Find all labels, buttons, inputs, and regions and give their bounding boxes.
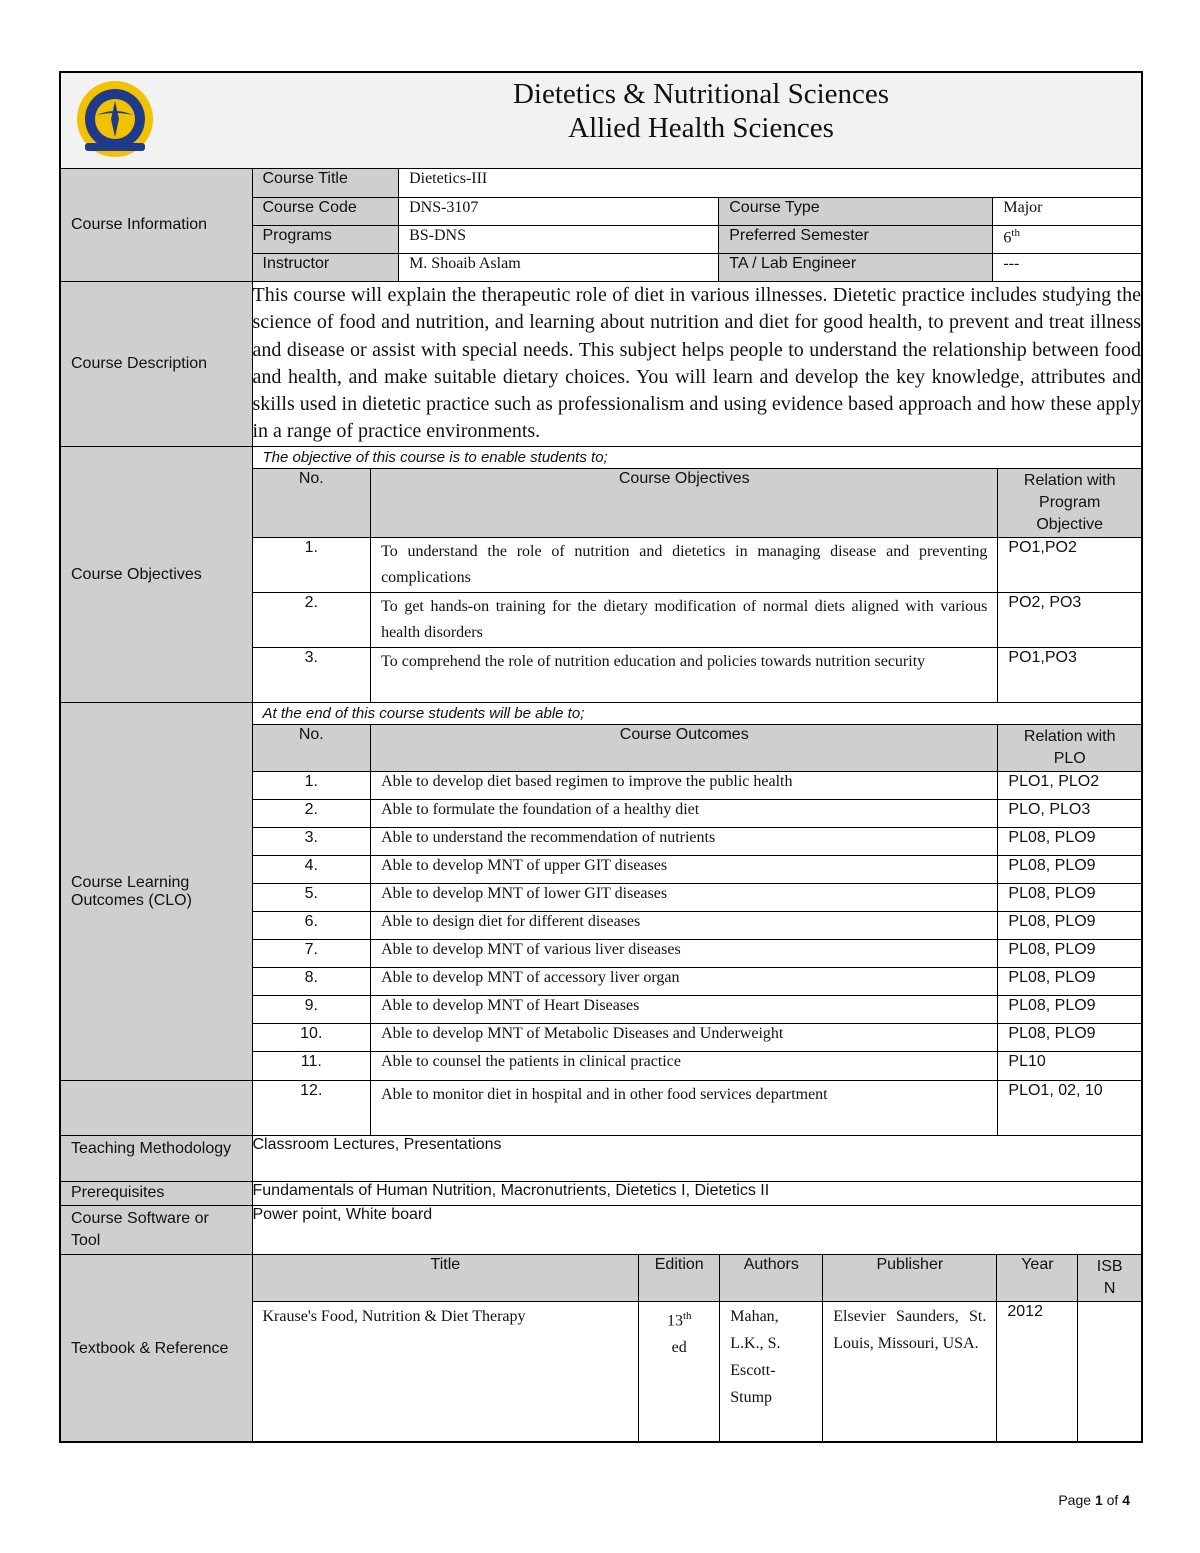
textbook-year: 2012 [997, 1301, 1078, 1441]
textbook-label: Textbook & Reference [60, 1254, 252, 1442]
preferred-semester-value: 6th [993, 225, 1141, 253]
textbook-edition-header: Edition [639, 1255, 720, 1302]
clo-label: Course Learning Outcomes (CLO) [60, 703, 252, 1081]
clo-table [253, 724, 1142, 1080]
course-software-value: Power point, White board [252, 1205, 1142, 1254]
faculty-title: Allied Health Sciences [568, 112, 834, 144]
clo-text: Able to develop diet based regimen to improve the public health [371, 772, 998, 800]
clo-intro: At the end of this course students will be able to; [262, 705, 585, 723]
textbook-publisher-header: Publisher [823, 1255, 997, 1302]
clo-relation: PL08, PLO9 [998, 1024, 1141, 1052]
programs-label: Programs [253, 225, 399, 253]
objective-text: To understand the role of nutrition and dietetics in managing disease and preventing complications [371, 537, 998, 592]
clo-text: Able to develop MNT of upper GIT diseases [371, 856, 998, 884]
clo-text: Able to formulate the foundation of a healthy diet [371, 800, 998, 828]
course-objectives-label: Course Objectives [60, 446, 252, 703]
clo-no: 6. [253, 912, 371, 940]
course-title-label: Course Title [253, 169, 399, 197]
university-logo [75, 79, 155, 159]
clo-relation: PL08, PLO9 [998, 912, 1141, 940]
clo-text: Able to understand the recommendation of nutrients [371, 828, 998, 856]
clo-relation: PLO1, 02, 10 [998, 1081, 1141, 1135]
clo-relation: PLO, PLO3 [998, 800, 1141, 828]
clo-no: 7. [253, 940, 371, 968]
textbook-edition: 13th ed [639, 1301, 720, 1441]
clo-no: 9. [253, 996, 371, 1024]
instructor-value: M. Shoaib Aslam [399, 253, 719, 281]
clo-no: 5. [253, 884, 371, 912]
clo-no: 11. [253, 1052, 371, 1080]
course-outline-table [59, 71, 1143, 1443]
objective-no: 2. [253, 592, 371, 647]
textbook-authors-header: Authors [720, 1255, 823, 1302]
clo-relation: PL08, PLO9 [998, 856, 1141, 884]
prerequisites-value: Fundamentals of Human Nutrition, Macronutrients, Dietetics I, Dietetics II [252, 1181, 1142, 1205]
department-title: Dietetics & Nutritional Sciences [512, 78, 890, 110]
course-software-label: Course Software or Tool [60, 1205, 252, 1254]
objectives-no-header: No. [253, 468, 371, 537]
clo-text: Able to monitor diet in hospital and in other food services department [371, 1081, 998, 1135]
textbook-isbn [1078, 1301, 1141, 1441]
objective-text: To get hands-on training for the dietary modification of normal diets aligned with various health disorders [371, 592, 998, 647]
textbook-title-header: Title [253, 1255, 639, 1302]
instructor-label: Instructor [253, 253, 399, 281]
textbook-isbn-header: ISBN [1078, 1255, 1141, 1302]
course-information-table [253, 169, 1142, 281]
textbook-authors: Mahan, L.K., S. Escott-Stump [720, 1301, 823, 1441]
clo-no: 1. [253, 772, 371, 800]
document-header [60, 72, 1142, 169]
clo-no: 4. [253, 856, 371, 884]
course-code-value: DNS-3107 [399, 197, 719, 225]
clo-continuation-label [60, 1080, 252, 1135]
clo-no: 2. [253, 800, 371, 828]
clo-relation: PL08, PLO9 [998, 968, 1141, 996]
clo-text: Able to develop MNT of Heart Diseases [371, 996, 998, 1024]
clo-relation: PL08, PLO9 [998, 884, 1141, 912]
clo-text: Able to develop MNT of accessory liver organ [371, 968, 998, 996]
clo-outcomes-header: Course Outcomes [371, 725, 998, 772]
clo-no: 12. [253, 1081, 371, 1135]
syllabus-page [59, 71, 1141, 1443]
objective-no: 3. [253, 647, 371, 702]
textbook-table [253, 1255, 1142, 1442]
course-type-value: Major [993, 197, 1141, 225]
objective-relation: PO2, PO3 [998, 592, 1141, 647]
clo-relation: PL08, PLO9 [998, 996, 1141, 1024]
course-type-label: Course Type [719, 197, 993, 225]
objectives-header: Course Objectives [371, 468, 998, 537]
course-code-label: Course Code [253, 197, 399, 225]
prerequisites-label: Prerequisites [60, 1181, 252, 1205]
clo-relation: PL10 [998, 1052, 1141, 1080]
clo-text: Able to design diet for different diseases [371, 912, 998, 940]
programs-value: BS-DNS [399, 225, 719, 253]
clo-no: 3. [253, 828, 371, 856]
clo-text: Able to develop MNT of various liver diseases [371, 940, 998, 968]
course-description-label: Course Description [60, 282, 252, 447]
clo-text: Able to develop MNT of lower GIT diseases [371, 884, 998, 912]
textbook-publisher: Elsevier Saunders, St. Louis, Missouri, USA. [823, 1301, 997, 1441]
textbook-year-header: Year [997, 1255, 1078, 1302]
clo-relation: PLO1, PLO2 [998, 772, 1141, 800]
course-description-text: This course will explain the therapeutic role of diet in various illnesses. Dietetic practice includes studying the science of food and nutrition, and learning about nutrition and diet for good health, to prevent and treat illness and disease or assist with special needs. This subject helps people to understand the relationship between food and health, and make suitable dietary choices. You will learn and develop the key knowledge, attributes and skills used in dietetic practice such as professionalism and using evidence based approach and how these apply in a range of practice environments. [252, 282, 1142, 447]
clo-text: Able to develop MNT of Metabolic Diseases and Underweight [371, 1024, 998, 1052]
objective-no: 1. [253, 537, 371, 592]
course-information-label: Course Information [60, 169, 252, 282]
objective-text: To comprehend the role of nutrition education and policies towards nutrition security [371, 647, 998, 702]
objective-relation: PO1,PO3 [998, 647, 1141, 702]
preferred-semester-label: Preferred Semester [719, 225, 993, 253]
clo-relation: PL08, PLO9 [998, 940, 1141, 968]
teaching-methodology-label: Teaching Methodology [60, 1135, 252, 1181]
ta-label: TA / Lab Engineer [719, 253, 993, 281]
clo-relation-header: Relation with PLO [998, 725, 1141, 772]
ta-value: --- [993, 253, 1141, 281]
objective-relation: PO1,PO2 [998, 537, 1141, 592]
clo-relation: PL08, PLO9 [998, 828, 1141, 856]
clo-no: 8. [253, 968, 371, 996]
clo-no-header: No. [253, 725, 371, 772]
clo-text: Able to counsel the patients in clinical practice [371, 1052, 998, 1080]
clo-no: 10. [253, 1024, 371, 1052]
teaching-methodology-value: Classroom Lectures, Presentations [252, 1135, 1142, 1181]
course-title-value: Dietetics-III [399, 169, 1141, 197]
clo-table-continuation [253, 1081, 1142, 1135]
objectives-relation-header: Relation with Program Objective [998, 468, 1141, 537]
textbook-title: Krause's Food, Nutrition & Diet Therapy [253, 1301, 639, 1441]
objectives-intro: The objective of this course is to enable students to; [262, 448, 608, 466]
objectives-table [253, 468, 1142, 703]
page-number: Page 1 of 4 [1058, 1492, 1130, 1508]
